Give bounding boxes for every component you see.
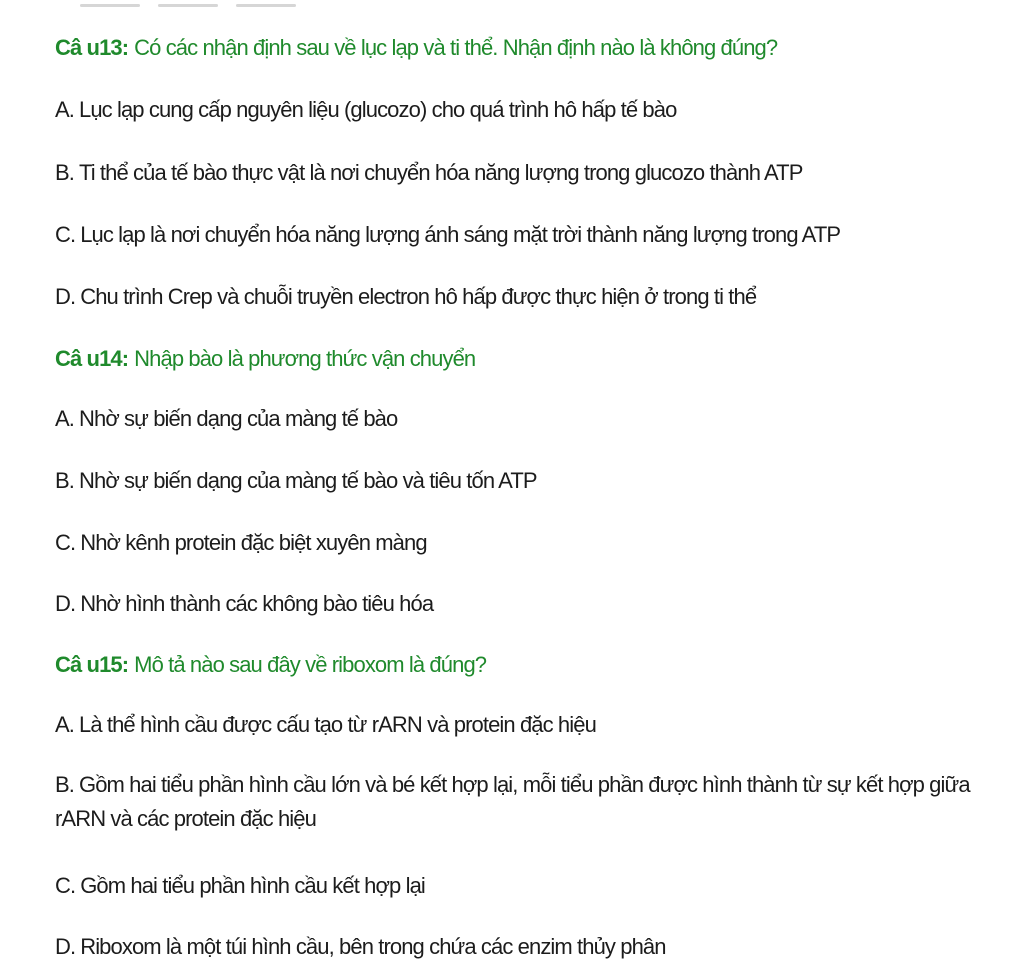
option-text: Lục lạp là nơi chuyển hóa năng lượng ánh sáng mặt trời thành năng lượng trong ATP [80,222,841,247]
option-text: Nhờ sự biến dạng của màng tế bào [79,406,398,431]
option-text: Nhờ sự biến dạng của màng tế bào và tiêu tốn ATP [79,468,537,493]
q14-option-a[interactable] [55,405,397,433]
question-15-heading [55,651,486,679]
option-letter: B. [55,468,74,493]
question-number: Câ u13: [55,35,129,60]
option-text: Ti thể của tế bào thực vật là nơi chuyển hóa năng lượng trong glucozo thành ATP [79,160,803,185]
question-text: Nhập bào là phương thức vận chuyển [134,346,476,371]
option-text: Chu trình Crep và chuỗi truyền electron hô hấp được thực hiện ở trong ti thể [80,284,757,309]
option-letter: A. [55,406,74,431]
q13-option-b[interactable] [55,159,802,187]
option-text: Lục lạp cung cấp nguyên liệu (glucozo) cho quá trình hô hấp tế bào [79,97,677,122]
option-text: Nhờ hình thành các không bào tiêu hóa [80,591,434,616]
option-letter: C. [55,530,76,555]
option-text: Gồm hai tiểu phần hình cầu kết hợp lại [80,873,425,898]
option-text: Nhờ kênh protein đặc biệt xuyên màng [80,530,427,555]
q15-option-a[interactable] [55,711,596,739]
option-text: Riboxom là một túi hình cầu, bên trong chứa các enzim thủy phân [80,934,666,959]
q15-option-c[interactable] [55,872,425,900]
q14-option-c[interactable] [55,529,427,557]
question-text: Có các nhận định sau về lục lạp và ti thể. Nhận định nào là không đúng? [134,35,778,60]
q15-option-d[interactable] [55,933,666,961]
option-letter: B. [55,772,74,797]
option-text: Là thể hình cầu được cấu tạo từ rARN và protein đặc hiệu [79,712,596,737]
option-letter: A. [55,97,74,122]
option-letter: D. [55,934,76,959]
question-14-heading [55,345,475,373]
option-letter: C. [55,873,76,898]
option-letter: C. [55,222,76,247]
option-letter: A. [55,712,74,737]
question-13-heading [55,34,777,62]
question-number: Câ u15: [55,652,129,677]
option-letter: D. [55,591,76,616]
option-letter: D. [55,284,76,309]
q14-option-b[interactable] [55,467,537,495]
option-letter: B. [55,160,74,185]
q13-option-a[interactable] [55,96,676,124]
option-text: Gồm hai tiểu phần hình cầu lớn và bé kết hợp lại, mỗi tiểu phần được hình thành từ sự kết hợp giữa rARN và các protein đặc hiệu [55,772,970,831]
q13-option-d[interactable] [55,283,756,311]
q15-option-b[interactable] [55,768,1015,836]
question-number: Câ u14: [55,346,129,371]
question-text: Mô tả nào sau đây về riboxom là đúng? [134,652,487,677]
q13-option-c[interactable] [55,221,840,249]
q14-option-d[interactable] [55,590,433,618]
